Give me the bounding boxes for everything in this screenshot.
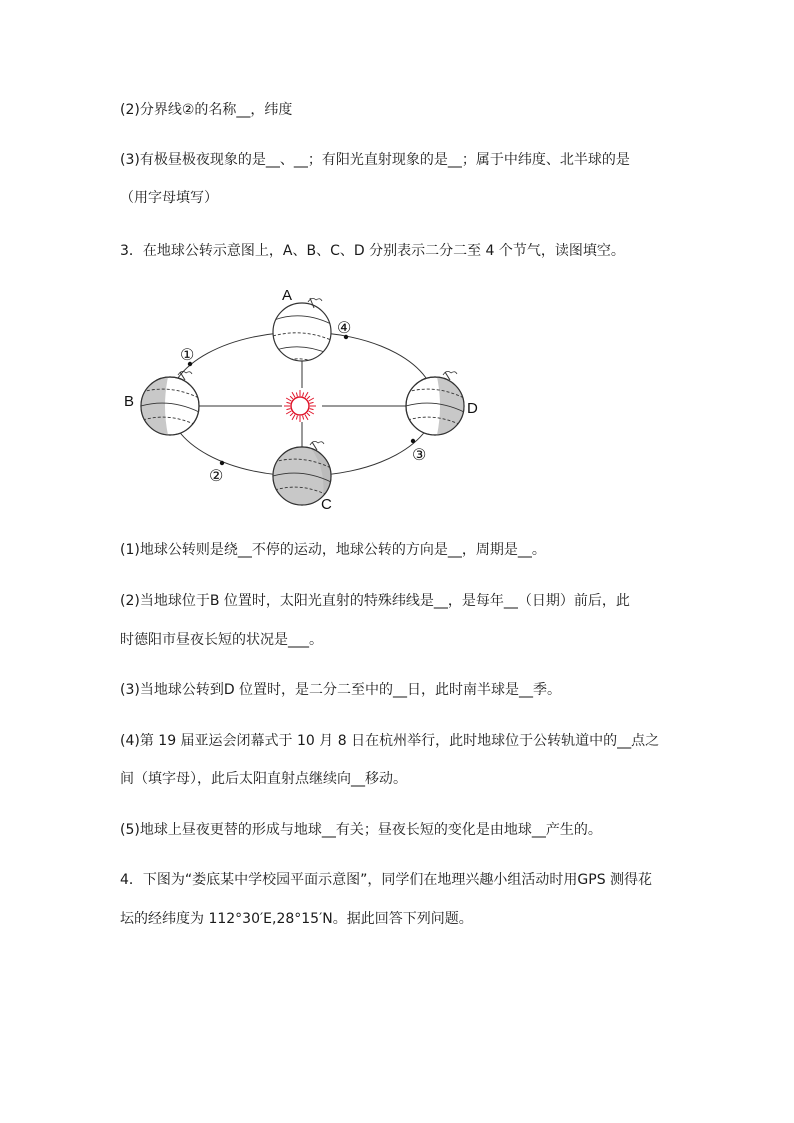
sun-ray <box>307 413 310 416</box>
q3-part-3: (3)当地球公转到D 位置时，是二分二至中的__日，此时南半球是__季。 <box>120 682 562 698</box>
orbit-point-2 <box>220 461 224 465</box>
earth-revolution-diagram <box>110 280 480 520</box>
q2-line-2: (2)分界线②的名称__，纬度 <box>120 102 293 118</box>
q2-line-3b: （用字母填写） <box>120 190 218 206</box>
q3-part-1: (1)地球公转则是绕__不停的运动，地球公转的方向是__，周期是__。 <box>120 542 546 558</box>
q4-line-2: 坛的经纬度为 112°30′E,28°15′N。据此回答下列问题。 <box>120 911 473 927</box>
position-label-c: C <box>321 496 332 513</box>
orbit-label-4: ④ <box>337 320 352 337</box>
position-label-d: D <box>467 400 478 417</box>
q4-line-1: 4．下图为“娄底某中学校园平面示意图”，同学们在地理兴趣小组活动时用GPS 测得花 <box>120 872 653 888</box>
q2-line-3: (3)有极昼极夜现象的是__、__；有阳光直射现象的是__；属于中纬度、北半球的是 <box>120 152 630 168</box>
q3-part-5: (5)地球上昼夜更替的形成与地球__有关；昼夜长短的变化是由地球__产生的。 <box>120 822 602 838</box>
sun-ray <box>290 396 293 399</box>
sun-ray <box>307 396 310 399</box>
sun-ray <box>309 411 314 414</box>
q3-part-2a: (2)当地球位于B 位置时，太阳光直射的特殊纬线是__，是每年__（日期）前后，此 <box>120 593 630 609</box>
position-label-b: B <box>124 393 135 410</box>
earth-globe-d <box>406 371 464 435</box>
sun-ray <box>305 392 308 397</box>
orbit-point-3 <box>411 439 415 443</box>
orbit-label-3: ③ <box>412 447 427 464</box>
sun-ray <box>310 409 314 410</box>
orbit-label-1: ① <box>180 347 195 364</box>
q3-intro: 3．在地球公转示意图上，A、B、C、D 分别表示二分二至 4 个节气，读图填空。 <box>120 243 625 259</box>
sun-ray <box>286 402 290 403</box>
sun-ray <box>292 392 295 397</box>
sun-ray <box>305 415 308 420</box>
sun-ray <box>286 398 291 401</box>
sun-ray <box>292 415 295 420</box>
sun-ray <box>286 411 291 414</box>
q3-part-4a: (4)第 19 届亚运会闭幕式于 10 月 8 日在杭州举行，此时地球位于公转轨道中的__点之 <box>120 733 660 749</box>
q3-part-4b: 间（填字母），此后太阳直射点继续向__移动。 <box>120 771 407 787</box>
q3-part-2b: 时德阳市昼夜长短的状况是___。 <box>120 632 323 648</box>
earth-globe-b <box>141 371 199 435</box>
sun-ray <box>309 398 314 401</box>
sun-ray <box>296 416 297 420</box>
sun-ray <box>290 413 293 416</box>
orbit-label-2: ② <box>209 468 224 485</box>
sun-ray <box>303 392 304 396</box>
sun-ray <box>286 409 290 410</box>
position-label-a: A <box>282 287 293 304</box>
earth-globe-a <box>273 298 331 366</box>
sun-icon <box>284 390 316 422</box>
sun-ray <box>310 402 314 403</box>
sun-ray <box>303 416 304 420</box>
sun-ray <box>296 392 297 396</box>
